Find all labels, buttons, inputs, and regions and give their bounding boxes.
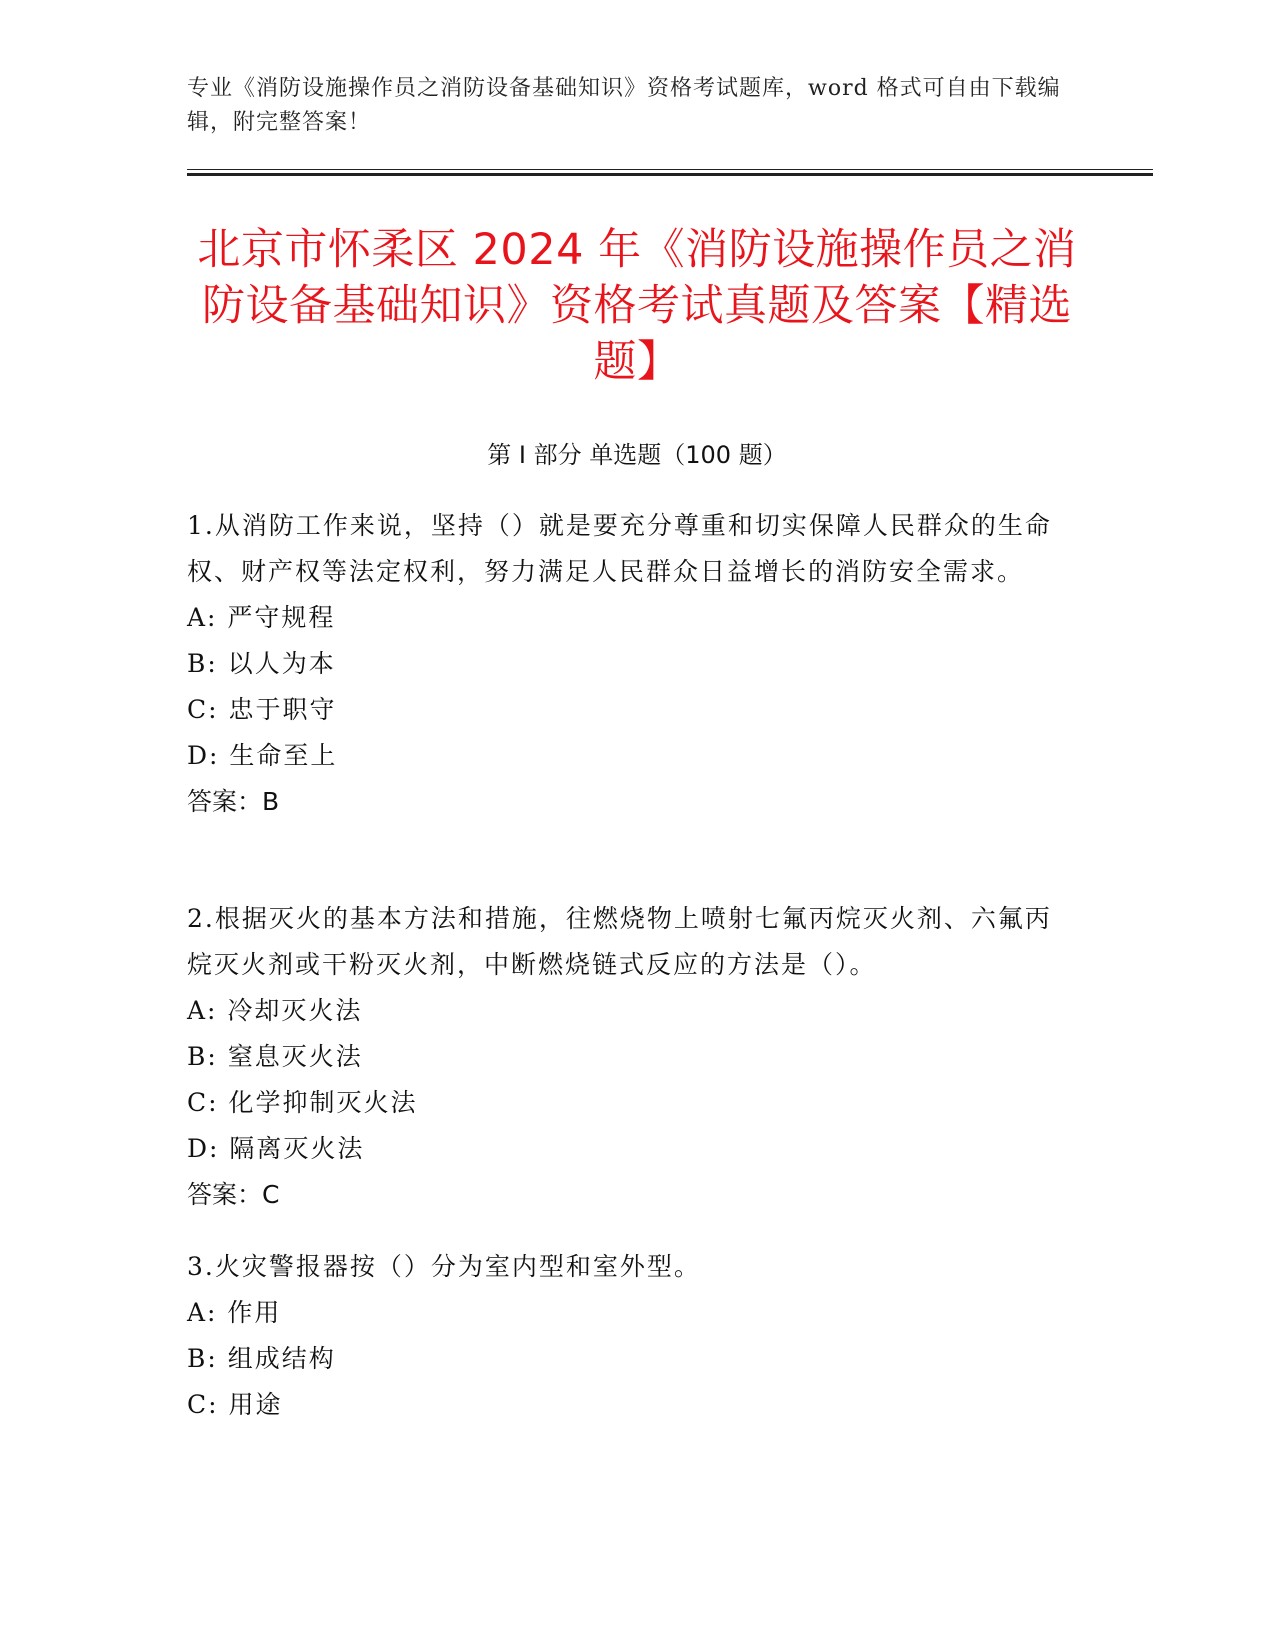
answer: 答案：C <box>187 1180 280 1209</box>
section-title: 第 I 部分 单选题（100 题） <box>487 441 787 469</box>
option-b: B: 以人为本 <box>187 649 336 678</box>
question-2 <box>187 896 1067 1218</box>
document-title: 北京市怀柔区 2024 年《消防设施操作员之消防设备基础知识》资格考试真题及答案【精选题】 <box>197 225 1077 387</box>
option-c: C: 用途 <box>187 1390 283 1419</box>
option-c: C: 化学抑制灭火法 <box>187 1088 418 1117</box>
option-d: D: 生命至上 <box>187 741 338 770</box>
question-stem: 3.火灾警报器按（）分为室内型和室外型。 <box>187 1252 701 1281</box>
option-b: B: 组成结构 <box>187 1344 336 1373</box>
question-3 <box>187 1244 1067 1428</box>
header-note: 专业《消防设施操作员之消防设备基础知识》资格考试题库，word 格式可自由下载编辑，附完整答案！ <box>187 76 1061 135</box>
option-a: A: 严守规程 <box>187 603 336 632</box>
answer: 答案：B <box>187 787 280 816</box>
header-rule-thin <box>187 169 1153 170</box>
header-rule-thick <box>187 173 1153 176</box>
option-b: B: 窒息灭火法 <box>187 1042 363 1071</box>
question-1 <box>187 503 1067 825</box>
option-d: D: 隔离灭火法 <box>187 1134 365 1163</box>
question-stem: 2.根据灭火的基本方法和措施，往燃烧物上喷射七氟丙烷灭火剂、六氟丙烷灭火剂或干粉灭火剂，中断燃烧链式反应的方法是（）。 <box>187 904 1052 979</box>
option-a: A: 作用 <box>187 1298 282 1327</box>
option-a: A: 冷却灭火法 <box>187 996 363 1025</box>
option-c: C: 忠于职守 <box>187 695 337 724</box>
question-stem: 1.从消防工作来说，坚持（）就是要充分尊重和切实保障人民群众的生命权、财产权等法定权利，努力满足人民群众日益增长的消防安全需求。 <box>187 511 1052 586</box>
